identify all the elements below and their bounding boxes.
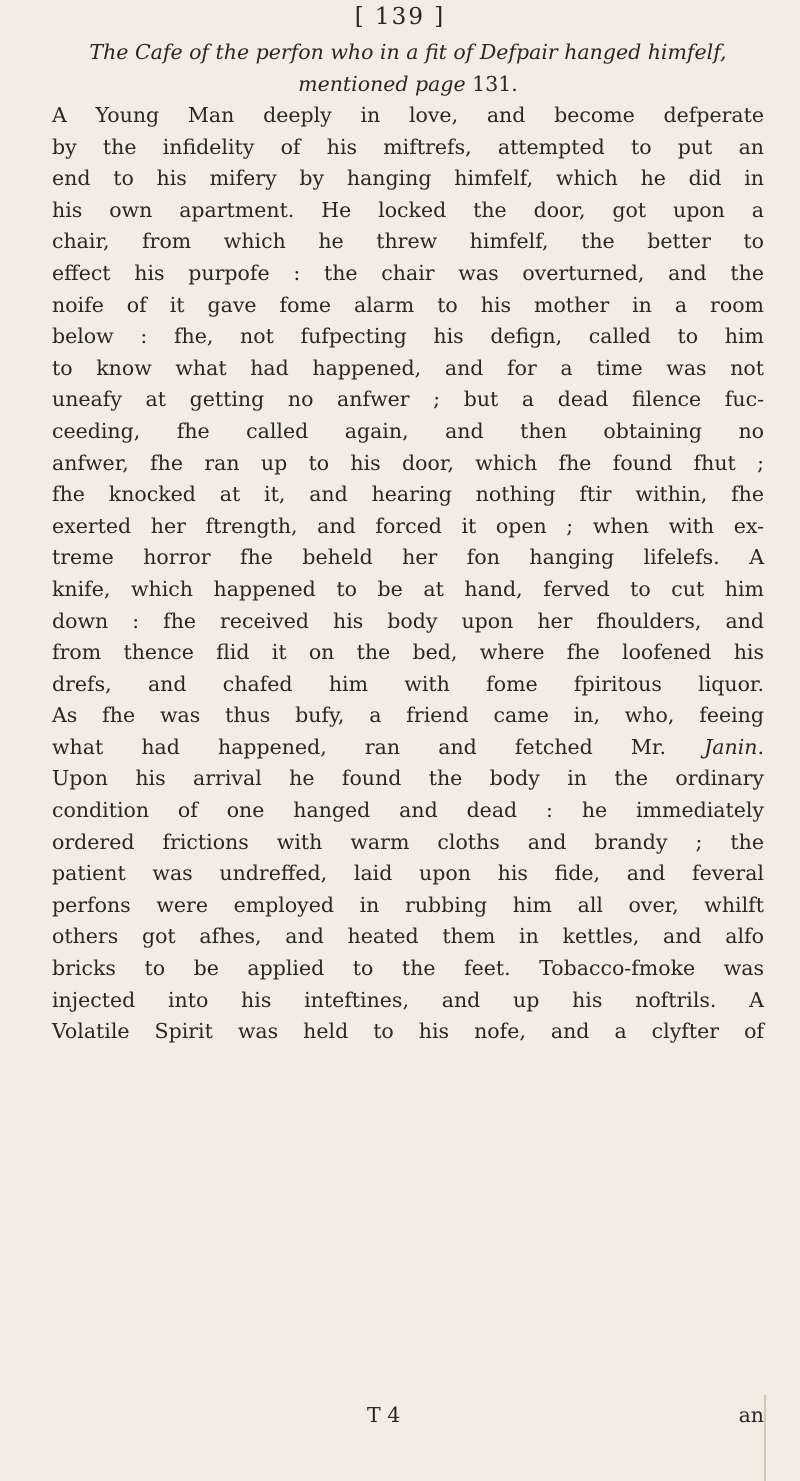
text-line: chair, from which he threw himfelf, the better to <box>52 229 764 254</box>
page-footer <box>52 1403 764 1435</box>
text-line: down : fhe received his body upon her fhoulders, and <box>52 608 764 633</box>
text-line: injected into his inteftines, and up his noftrils. A <box>52 987 764 1012</box>
text-line: to know what had happened, and for a time was not <box>52 355 764 380</box>
text-line: anfwer, fhe ran up to his door, which fhe found fhut ; <box>52 450 764 475</box>
text-line: others got afhes, and heated them in kettles, and alfo <box>52 924 764 949</box>
signature-mark: T 4 <box>367 1403 401 1427</box>
text-line: from thence flid it on the bed, where fhe loofened his <box>52 640 764 665</box>
text-line: A Young Man deeply in love, and become defperate <box>52 103 764 127</box>
section-heading <box>52 36 764 100</box>
text-line: below : fhe, not fufpecting his defign, called to him <box>52 324 764 349</box>
text-line: drefs, and chafed him with fome fpiritous liquor. <box>52 671 764 696</box>
text-line: ordered frictions with warm cloths and brandy ; the <box>52 829 764 854</box>
text-line: Upon his arrival he found the body in the ordinary <box>52 766 764 791</box>
text-line: ceeding, fhe called again, and then obtaining no <box>52 418 764 443</box>
text-line: Volatile Spirit was held to his nofe, and a clyfter of <box>52 1019 764 1044</box>
text-line: noife of it gave fome alarm to his mother in a room <box>52 292 764 317</box>
page-number: [ 139 ] <box>354 4 446 30</box>
text-line: uneafy at getting no anfwer ; but a dead filence fuc- <box>52 387 764 412</box>
text-line: end to his mifery by hanging himfelf, which he did in <box>52 166 764 191</box>
heading-text: The Cafe of the perfon who in a fit of Defpair hanged himfelf, mentioned page <box>89 40 727 96</box>
text-line: condition of one hanged and dead : he immediately <box>52 798 764 823</box>
text-line: perfons were employed in rubbing him all over, whilft <box>52 892 764 917</box>
text-line: treme horror fhe beheld her fon hanging lifelefs. A <box>52 545 764 570</box>
text-line: his own apartment. He locked the door, got upon a <box>52 197 764 222</box>
heading-page-ref: 131. <box>472 72 518 96</box>
text-line: what had happened, ran and fetched Mr. Janin. <box>52 734 764 759</box>
text-line: effect his purpofe : the chair was overturned, and the <box>52 260 764 285</box>
text-line: bricks to be applied to the feet. Tobacco-fmoke was <box>52 956 764 981</box>
text-line: by the infidelity of his miftrefs, attempted to put an <box>52 134 764 159</box>
body-text <box>52 100 764 1048</box>
page-edge-mark <box>764 1395 766 1481</box>
text-line: As fhe was thus bufy, a friend came in, who, feeing <box>52 703 764 728</box>
catchword: an <box>738 1403 764 1427</box>
text-line: fhe knocked at it, and hearing nothing ftir within, fhe <box>52 482 764 507</box>
text-line: exerted her ftrength, and forced it open ; when with ex- <box>52 513 764 538</box>
text-line: patient was undreffed, laid upon his fide, and feveral <box>52 861 764 886</box>
person-name: Janin. <box>704 734 764 759</box>
text-line: knife, which happened to be at hand, ferved to cut him <box>52 576 764 601</box>
